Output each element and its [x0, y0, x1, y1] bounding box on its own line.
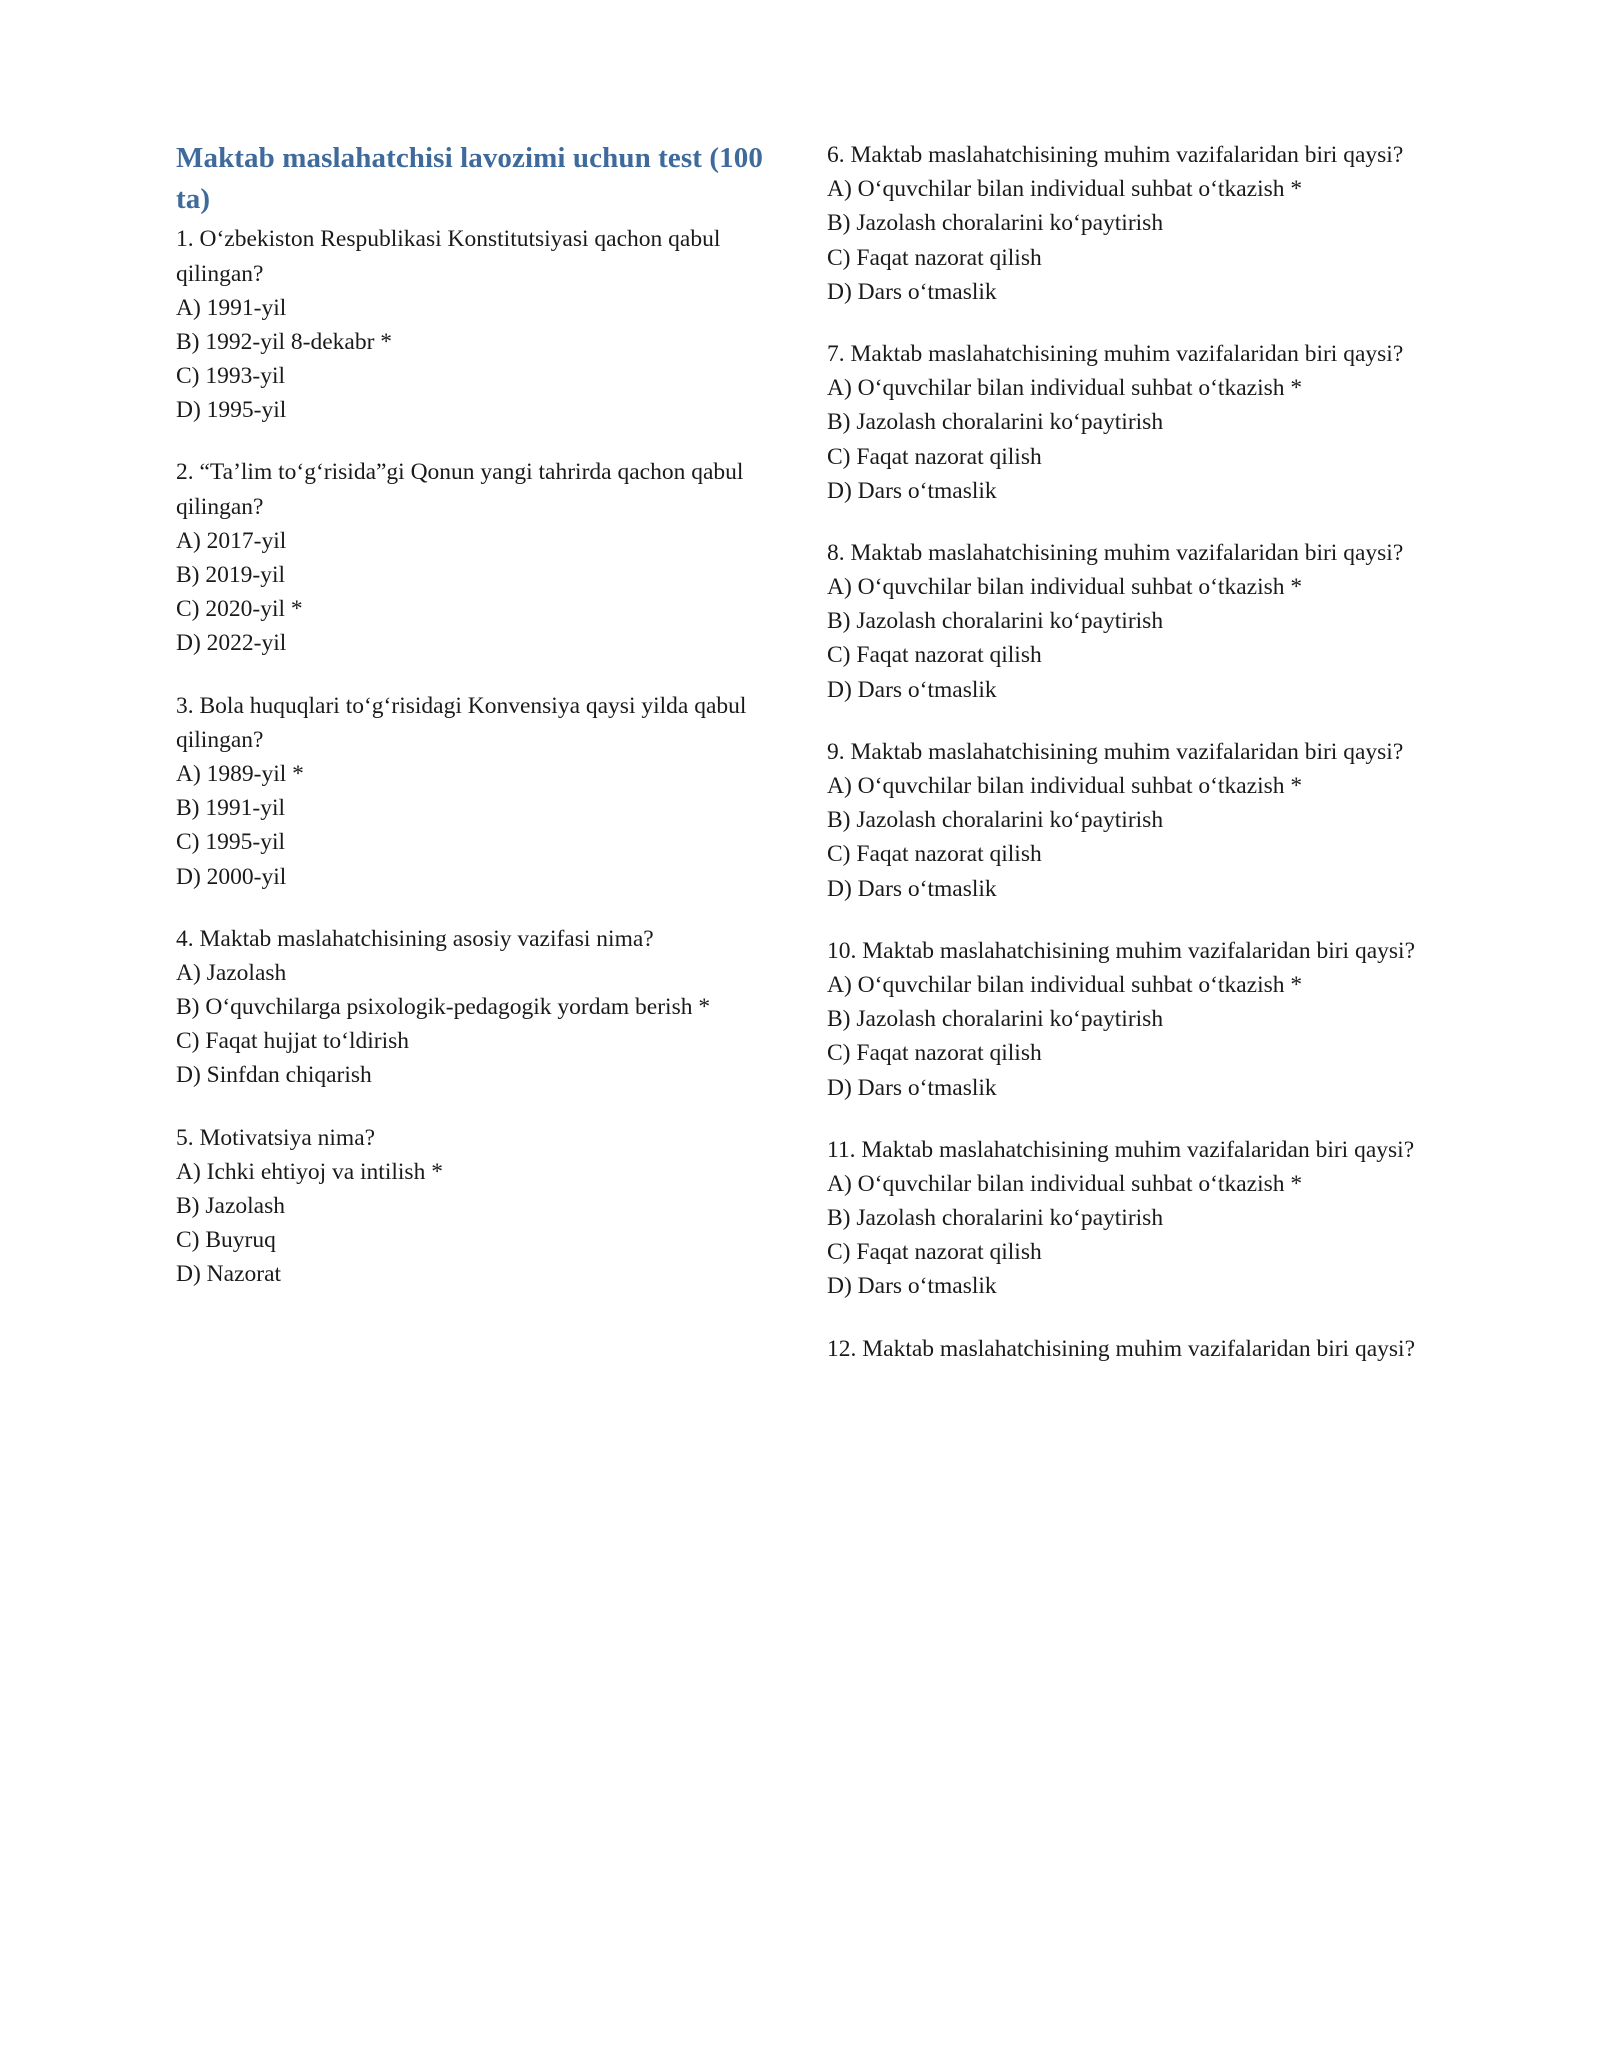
- question-block: [827, 934, 1424, 1105]
- question-text: 8. Maktab maslahatchisining muhim vazifalaridan biri qaysi?: [827, 539, 1404, 566]
- option-a: A) O‘quvchilar bilan individual suhbat o‘tkazish *: [827, 773, 1303, 799]
- two-column-layout: [176, 138, 1424, 1438]
- option-a: A) Jazolash: [176, 959, 287, 986]
- option-a: A) O‘quvchilar bilan individual suhbat o‘tkazish *: [827, 971, 1303, 998]
- option-d: D) Sinfdan chiqarish: [176, 1062, 372, 1089]
- option-b: B) 2019-yil: [176, 562, 286, 589]
- option-d: D) Dars o‘tmaslik: [827, 477, 997, 504]
- option-b: B) Jazolash: [176, 1193, 285, 1220]
- option-d: D) 2022-yil: [176, 630, 287, 657]
- option-a: A) O‘quvchilar bilan individual suhbat o‘tkazish *: [827, 1170, 1303, 1197]
- question-text: 1. O‘zbekiston Respublikasi Konstitutsiyasi qachon qabul qilingan?: [176, 226, 721, 287]
- question-block: [176, 689, 773, 894]
- question-block: [827, 536, 1424, 707]
- option-c: C) Faqat nazorat qilish: [827, 841, 1042, 868]
- option-c: C) 1995-yil: [176, 829, 286, 856]
- question-text: 3. Bola huquqlari to‘g‘risidagi Konvensiya qaysi yilda qabul qilingan?: [176, 692, 747, 753]
- option-b: B) 1991-yil: [176, 795, 286, 822]
- question-text: 9. Maktab maslahatchisining muhim vazifalaridan biri qaysi?: [827, 738, 1404, 765]
- option-c: C) Faqat nazorat qilish: [827, 1040, 1042, 1067]
- question-block: [827, 1133, 1424, 1304]
- option-a: A) 1989-yil *: [176, 760, 304, 787]
- option-d: D) Dars o‘tmaslik: [827, 1273, 997, 1300]
- option-a: A) O‘quvchilar bilan individual suhbat o‘tkazish *: [827, 375, 1303, 402]
- option-a: A) O‘quvchilar bilan individual suhbat o‘tkazish *: [827, 574, 1303, 601]
- option-b: B) Jazolash choralarini ko‘paytirish: [827, 210, 1164, 237]
- document-content: [176, 138, 1424, 1458]
- question-text: 6. Maktab maslahatchisining muhim vazifalaridan biri qaysi?: [827, 142, 1404, 168]
- option-c: C) 2020-yil *: [176, 596, 303, 623]
- option-d: D) 1995-yil: [176, 397, 287, 424]
- question-text: 5. Motivatsiya nima?: [176, 1124, 376, 1151]
- question-text: 2. “Ta’lim to‘g‘risida”gi Qonun yangi tahrirda qachon qabul qilingan?: [176, 459, 744, 520]
- option-d: D) 2000-yil: [176, 863, 287, 890]
- option-d: D) Dars o‘tmaslik: [827, 278, 997, 305]
- page-title: Maktab maslahatchisi lavozimi uchun test (100 ta): [176, 142, 763, 216]
- question-block: [176, 922, 773, 1093]
- option-d: D) Dars o‘tmaslik: [827, 1074, 997, 1101]
- option-c: C) Faqat nazorat qilish: [827, 1239, 1042, 1266]
- option-c: C) Faqat hujjat to‘ldirish: [176, 1028, 410, 1055]
- option-d: D) Dars o‘tmaslik: [827, 676, 997, 703]
- option-b: B) 1992-yil 8-dekabr *: [176, 328, 393, 355]
- option-a: A) 1991-yil: [176, 294, 287, 321]
- option-b: B) O‘quvchilarga psixologik-pedagogik yordam berish *: [176, 994, 711, 1021]
- question-block: [176, 222, 773, 427]
- option-a: A) 2017-yil: [176, 527, 287, 554]
- option-d: D) Nazorat: [176, 1261, 282, 1288]
- question-text: 4. Maktab maslahatchisining asosiy vazifasi nima?: [176, 925, 654, 952]
- option-c: C) Faqat nazorat qilish: [827, 642, 1042, 669]
- option-d: D) Dars o‘tmaslik: [827, 875, 997, 902]
- question-text: 12. Maktab maslahatchisining muhim vazifalaridan biri qaysi?: [827, 1335, 1415, 1362]
- question-block: [827, 735, 1424, 906]
- option-c: C) 1993-yil: [176, 363, 286, 390]
- question-block: [827, 1332, 1424, 1366]
- option-b: B) Jazolash choralarini ko‘paytirish: [827, 1006, 1164, 1033]
- option-a: A) Ichki ehtiyoj va intilish *: [176, 1158, 443, 1185]
- option-b: B) Jazolash choralarini ko‘paytirish: [827, 807, 1164, 834]
- question-text: 11. Maktab maslahatchisining muhim vazifalaridan biri qaysi?: [827, 1136, 1415, 1163]
- question-block: [176, 455, 773, 660]
- option-b: B) Jazolash choralarini ko‘paytirish: [827, 409, 1164, 436]
- question-block: [176, 1121, 773, 1292]
- option-b: B) Jazolash choralarini ko‘paytirish: [827, 608, 1164, 635]
- option-c: C) Buyruq: [176, 1227, 276, 1254]
- option-c: C) Faqat nazorat qilish: [827, 443, 1042, 470]
- question-block: [827, 138, 1424, 309]
- question-block: [827, 337, 1424, 508]
- question-text: 10. Maktab maslahatchisining muhim vazifalaridan biri qaysi?: [827, 937, 1415, 964]
- option-b: B) Jazolash choralarini ko‘paytirish: [827, 1205, 1164, 1232]
- question-text: 7. Maktab maslahatchisining muhim vazifalaridan biri qaysi?: [827, 340, 1404, 367]
- option-a: A) O‘quvchilar bilan individual suhbat o‘tkazish *: [827, 176, 1303, 203]
- option-c: C) Faqat nazorat qilish: [827, 244, 1042, 271]
